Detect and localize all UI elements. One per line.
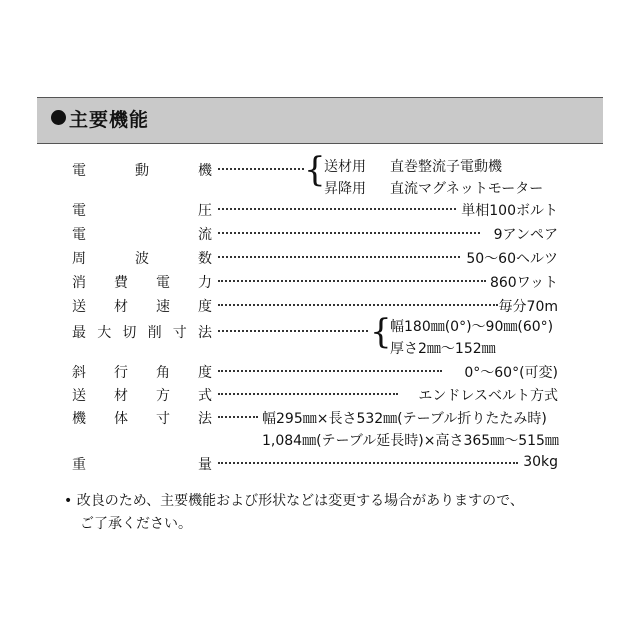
spec-row-current bbox=[0, 224, 640, 246]
spec-label-dimensions: 機 体 寸 法 bbox=[72, 411, 212, 427]
section-header bbox=[37, 97, 603, 144]
bullet-icon bbox=[51, 110, 66, 125]
spec-label-speed: 送 材 速 度 bbox=[72, 299, 212, 315]
spec-label-voltage: 電 圧 bbox=[72, 203, 212, 219]
brace-icon: { bbox=[370, 312, 392, 352]
brace-icon: { bbox=[304, 150, 326, 190]
leader-dots bbox=[218, 330, 368, 332]
leader-dots bbox=[218, 208, 456, 210]
note-line-1: • 改良のため、主要機能および形状などは変更する場合がありますので、 bbox=[64, 493, 524, 509]
spec-label-max-cut: 最 大 切 削 寸 法 bbox=[72, 325, 212, 341]
spec-label-feed-method: 送 材 方 式 bbox=[72, 388, 212, 404]
spec-label-motor: 電 動 機 bbox=[72, 163, 212, 179]
spec-label-weight: 重 量 bbox=[72, 457, 212, 473]
leader-dots bbox=[218, 393, 398, 395]
spec-label-frequency: 周 波 数 bbox=[72, 251, 212, 267]
section-title: 主要機能 bbox=[69, 109, 150, 131]
spec-row-dimensions bbox=[0, 408, 640, 430]
leader-dots bbox=[218, 280, 486, 282]
leader-dots bbox=[218, 462, 518, 464]
leader-dots bbox=[218, 168, 304, 170]
motor-feed-name: 送材用 bbox=[324, 159, 366, 175]
spec-label-current: 電 流 bbox=[72, 227, 212, 243]
spec-row-angle bbox=[0, 362, 640, 384]
motor-lift-value: 直流マグネットモーター bbox=[390, 181, 544, 197]
spec-row-frequency bbox=[0, 248, 640, 270]
leader-dots bbox=[218, 256, 460, 258]
max-cut-thickness: 厚さ2㎜～152㎜ bbox=[390, 341, 496, 357]
spec-row-power bbox=[0, 272, 640, 294]
spec-value-speed: 毎分70m bbox=[498, 299, 558, 315]
leader-dots bbox=[218, 232, 480, 234]
spec-value-weight: 30kg bbox=[523, 454, 558, 470]
leader-dots bbox=[218, 370, 442, 372]
spec-value-voltage: 単相100ボルト bbox=[461, 203, 558, 219]
spec-value-feed-method: エンドレスベルト方式 bbox=[418, 388, 558, 404]
max-cut-width: 幅180㎜(0°)～90㎜(60°) bbox=[390, 319, 554, 335]
spec-row-voltage bbox=[0, 200, 640, 222]
spec-value-dimensions-1: 幅295㎜×長さ532㎜(テーブル折りたたみ時) bbox=[262, 411, 547, 427]
spec-value-dimensions-2: 1,084㎜(テーブル延長時)×高さ365㎜～515㎜ bbox=[262, 433, 559, 449]
motor-feed-value: 直巻整流子電動機 bbox=[390, 159, 502, 175]
leader-dots bbox=[218, 304, 498, 306]
motor-lift-name: 昇降用 bbox=[324, 181, 366, 197]
spec-value-current: 9アンペア bbox=[493, 227, 558, 243]
spec-value-angle: 0°～60°(可変) bbox=[464, 365, 558, 381]
spec-row-feed-method bbox=[0, 385, 640, 407]
spec-value-power: 860ワット bbox=[489, 275, 558, 291]
note-line-2: ご了承ください。 bbox=[80, 516, 192, 532]
spec-label-angle: 斜 行 角 度 bbox=[72, 365, 212, 381]
spec-row-weight bbox=[0, 454, 640, 476]
spec-label-power: 消 費 電 力 bbox=[72, 275, 212, 291]
spec-row-speed bbox=[0, 296, 640, 318]
leader-dots bbox=[218, 416, 258, 418]
spec-value-frequency: 50～60ヘルツ bbox=[466, 251, 558, 267]
